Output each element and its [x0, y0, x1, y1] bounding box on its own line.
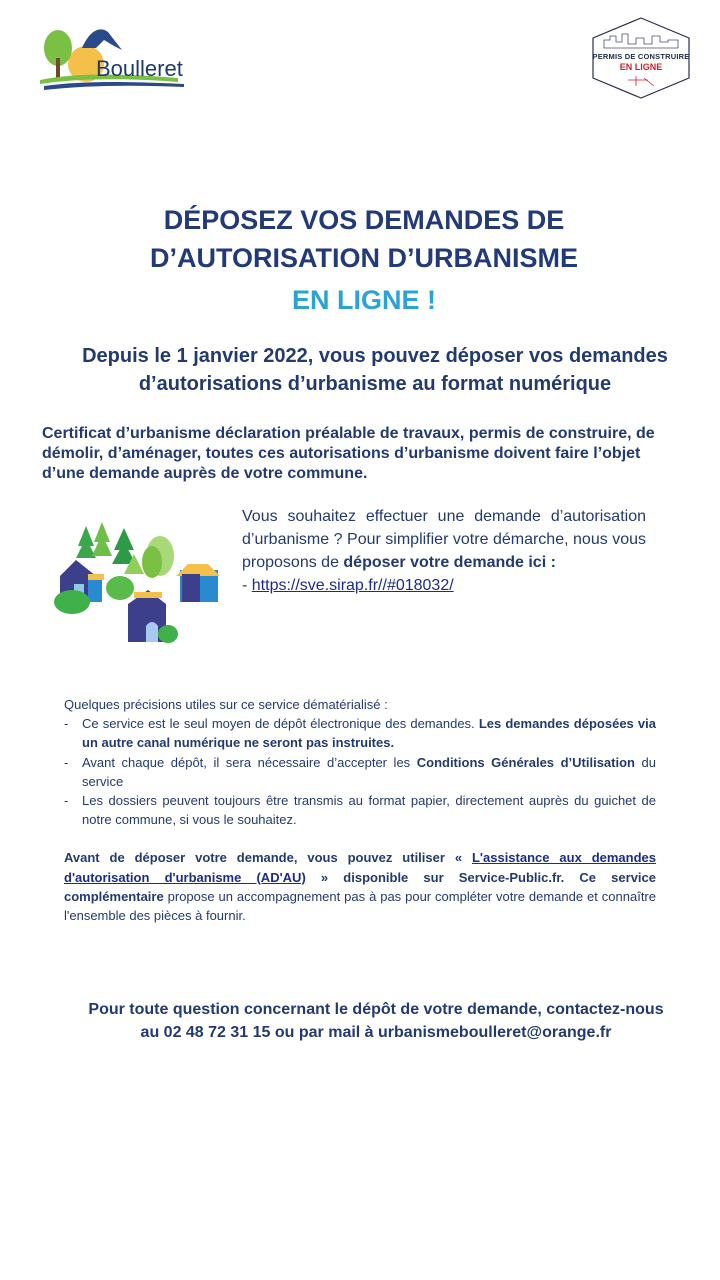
list-dash: -	[64, 716, 69, 732]
logo-right-line1: PERMIS DE CONSTRUIRE	[592, 52, 690, 61]
adau-text: propose un accompagnement pas à pas pour compléter votre demande et connaître l'ensemble des pièces à fournir.	[64, 888, 656, 924]
village-illustration	[48, 522, 224, 648]
subtitle-line1: Depuis le 1 janvier 2022, vous pouvez déposer vos demandes	[82, 345, 668, 367]
page-title-line1: DÉPOSEZ VOS DEMANDES DE	[163, 205, 565, 235]
contact-block	[60, 998, 692, 1044]
boulleret-logo	[38, 22, 198, 94]
intro-paragraph: Certificat d’urbanisme déclaration préalable de travaux, permis de construire, de démolir, d’aménager, toutes ces autorisations d’urbanisme doivent faire l’objet d’une demande auprès de votre commune.	[42, 425, 655, 482]
cta-dash: -	[242, 577, 252, 594]
details-intro: Quelques précisions utiles sur ce service dématérialisé :	[64, 697, 388, 712]
page-title-line3: EN LIGNE !	[291, 285, 436, 315]
list-item	[64, 753, 656, 791]
logo-right-line2: EN LIGNE	[619, 62, 663, 72]
adau-link[interactable]: L'assistance aux demandes d'autorisation d'urbanisme (AD'AU)	[64, 850, 657, 885]
list-dash: -	[64, 793, 69, 809]
item2-bold: Conditions Générales d’Utilisation	[416, 754, 635, 770]
adau-bold-a: Avant de déposer votre demande, vous pouvez utiliser «	[64, 850, 472, 866]
item2-text: Avant chaque dépôt, il sera nécessaire d’accepter les	[82, 754, 417, 770]
cta-paragraph	[242, 505, 646, 597]
sve-link[interactable]: https://sve.sirap.fr//#018032/	[251, 577, 454, 594]
logo-left-name: Boulleret	[96, 56, 183, 81]
item1-bold: Les demandes déposées via un autre canal numérique ne seront pas instruites.	[82, 716, 656, 751]
adau-bold-b: » disponible sur Service-Public.fr. Ce service complémentaire	[64, 869, 656, 904]
contact-line1: Pour toute question concernant le dépôt de votre demande, contactez-nous	[88, 1001, 664, 1018]
item2-tail: du service	[82, 754, 656, 789]
subtitle	[60, 342, 690, 398]
contact-line2: au 02 48 72 31 15 ou par mail à urbanismeboulleret@orange.fr	[140, 1024, 612, 1041]
cta-bold: déposer votre demande ici :	[343, 554, 556, 571]
page-title-line2: D’AUTORISATION D’URBANISME	[149, 243, 578, 273]
houses-trees-icon	[48, 522, 224, 648]
permis-construire-logo	[588, 16, 694, 100]
subtitle-line2: d’autorisations d’urbanisme au format numérique	[138, 373, 612, 395]
cta-text: Vous souhaitez effectuer une demande d’autorisation d’urbanisme ? Pour simplifier votre démarche, nous vous proposons de	[242, 508, 646, 571]
list-dash: -	[64, 754, 69, 770]
list-item	[64, 714, 656, 752]
item3-text: Les dossiers peuvent toujours être transmis au format papier, directement auprès du guichet de notre commune, si vous le souhaitez.	[82, 793, 656, 828]
list-item	[64, 791, 656, 829]
details-list	[64, 714, 656, 829]
item1-text: Ce service est le seul moyen de dépôt électronique des demandes.	[82, 716, 479, 732]
details-section	[64, 695, 656, 925]
adau-paragraph	[64, 848, 656, 925]
